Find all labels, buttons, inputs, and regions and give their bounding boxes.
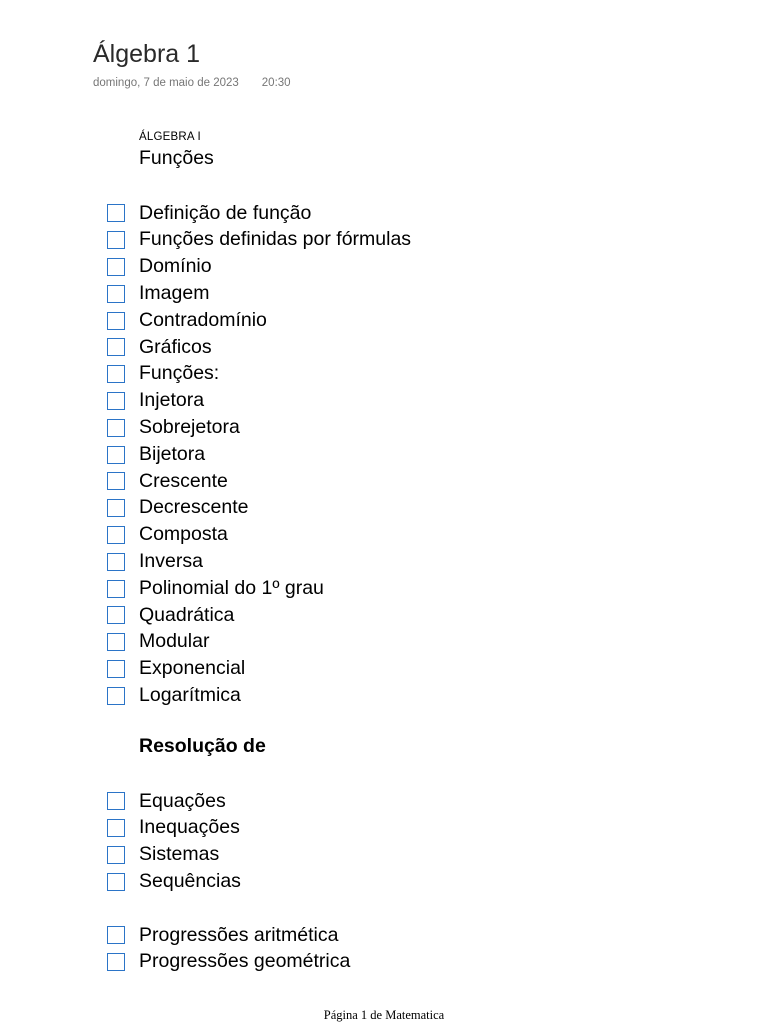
unchecked-checkbox-icon[interactable]: [107, 365, 125, 383]
resolucao-checklist: [107, 788, 241, 895]
checklist-item: [107, 682, 411, 709]
checklist-item: [107, 949, 350, 976]
checklist-item-label: Contradomínio: [139, 308, 267, 331]
unchecked-checkbox-icon[interactable]: [107, 553, 125, 571]
resolucao-heading: Resolução de: [139, 735, 266, 757]
checklist-item: [107, 842, 241, 869]
checklist-item-label: Equações: [139, 789, 226, 812]
checklist-item-label: Funções definidas por fórmulas: [139, 228, 412, 251]
checklist-item-label: Sobrejetora: [139, 416, 240, 439]
section-title: Funções: [139, 147, 214, 169]
checklist-item-label: Bijetora: [139, 442, 206, 465]
unchecked-checkbox-icon[interactable]: [107, 953, 125, 971]
checklist-item-label: Modular: [139, 630, 210, 653]
checklist-item: [107, 280, 411, 307]
unchecked-checkbox-icon[interactable]: [107, 926, 125, 944]
checklist-item: [107, 361, 411, 388]
unchecked-checkbox-icon[interactable]: [107, 660, 125, 678]
unchecked-checkbox-icon[interactable]: [107, 419, 125, 437]
checklist-item: [107, 522, 411, 549]
checklist-item-label: Imagem: [139, 282, 210, 305]
page-time: 20:30: [261, 77, 291, 89]
checklist-item: [107, 629, 411, 656]
unchecked-checkbox-icon[interactable]: [107, 258, 125, 276]
checklist-item-label: Inequações: [139, 816, 240, 839]
page-footer: Página 1 de Matematica: [323, 1008, 445, 1022]
page-title: Álgebra 1: [93, 40, 201, 68]
checklist-item: [107, 334, 411, 361]
checklist-item: [107, 307, 411, 334]
unchecked-checkbox-icon[interactable]: [107, 687, 125, 705]
checklist-item-label: Progressões aritmética: [139, 923, 339, 946]
checklist-item-label: Sistemas: [139, 843, 220, 866]
checklist-item-label: Definição de função: [139, 201, 312, 224]
checklist-item-label: Quadrática: [139, 603, 235, 626]
unchecked-checkbox-icon[interactable]: [107, 204, 125, 222]
checklist-item: [107, 922, 350, 949]
checklist-item-label: Progressões geométrica: [139, 950, 351, 973]
checklist-item-label: Logarítmica: [139, 683, 241, 706]
checklist-item: [107, 788, 241, 815]
checklist-item: [107, 602, 411, 629]
checklist-item: [107, 495, 411, 522]
checklist-item: [107, 575, 411, 602]
unchecked-checkbox-icon[interactable]: [107, 526, 125, 544]
unchecked-checkbox-icon[interactable]: [107, 499, 125, 517]
unchecked-checkbox-icon[interactable]: [107, 633, 125, 651]
checklist-item-label: Decrescente: [139, 496, 249, 519]
checklist-item: [107, 548, 411, 575]
checklist-item: [107, 200, 411, 227]
unchecked-checkbox-icon[interactable]: [107, 580, 125, 598]
unchecked-checkbox-icon[interactable]: [107, 873, 125, 891]
checklist-item-label: Inversa: [139, 550, 203, 572]
unchecked-checkbox-icon[interactable]: [107, 338, 125, 356]
funcoes-checklist: [107, 200, 411, 709]
section-header: ÁLGEBRA I: [139, 131, 201, 143]
checklist-item-label: Polinomial do 1º grau: [139, 576, 324, 599]
unchecked-checkbox-icon[interactable]: [107, 606, 125, 624]
checklist-item-label: Exponencial: [139, 657, 246, 680]
checklist-item-label: Gráficos: [139, 335, 212, 358]
checklist-item: [107, 414, 411, 441]
unchecked-checkbox-icon[interactable]: [107, 792, 125, 810]
unchecked-checkbox-icon[interactable]: [107, 285, 125, 303]
unchecked-checkbox-icon[interactable]: [107, 312, 125, 330]
page-date: domingo, 7 de maio de 2023: [93, 77, 239, 89]
checklist-item-label: Sequências: [139, 870, 241, 893]
checklist-item-label: Composta: [139, 523, 228, 546]
unchecked-checkbox-icon[interactable]: [107, 446, 125, 464]
unchecked-checkbox-icon[interactable]: [107, 472, 125, 490]
checklist-item: [107, 254, 411, 281]
unchecked-checkbox-icon[interactable]: [107, 231, 125, 249]
checklist-item-label: Domínio: [139, 255, 212, 278]
unchecked-checkbox-icon[interactable]: [107, 392, 125, 410]
checklist-item-label: Injetora: [139, 389, 205, 412]
checklist-item: [107, 388, 411, 415]
checklist-item: [107, 441, 411, 468]
page-meta: [93, 77, 291, 89]
unchecked-checkbox-icon[interactable]: [107, 819, 125, 837]
checklist-item: [107, 468, 411, 495]
checklist-item-label: Funções:: [139, 362, 220, 385]
checklist-item: [107, 815, 241, 842]
unchecked-checkbox-icon[interactable]: [107, 846, 125, 864]
checklist-item: [107, 656, 411, 683]
checklist-item-label: Crescente: [139, 469, 228, 492]
checklist-item: [107, 227, 411, 254]
progressoes-checklist: [107, 922, 350, 976]
checklist-item: [107, 868, 241, 895]
